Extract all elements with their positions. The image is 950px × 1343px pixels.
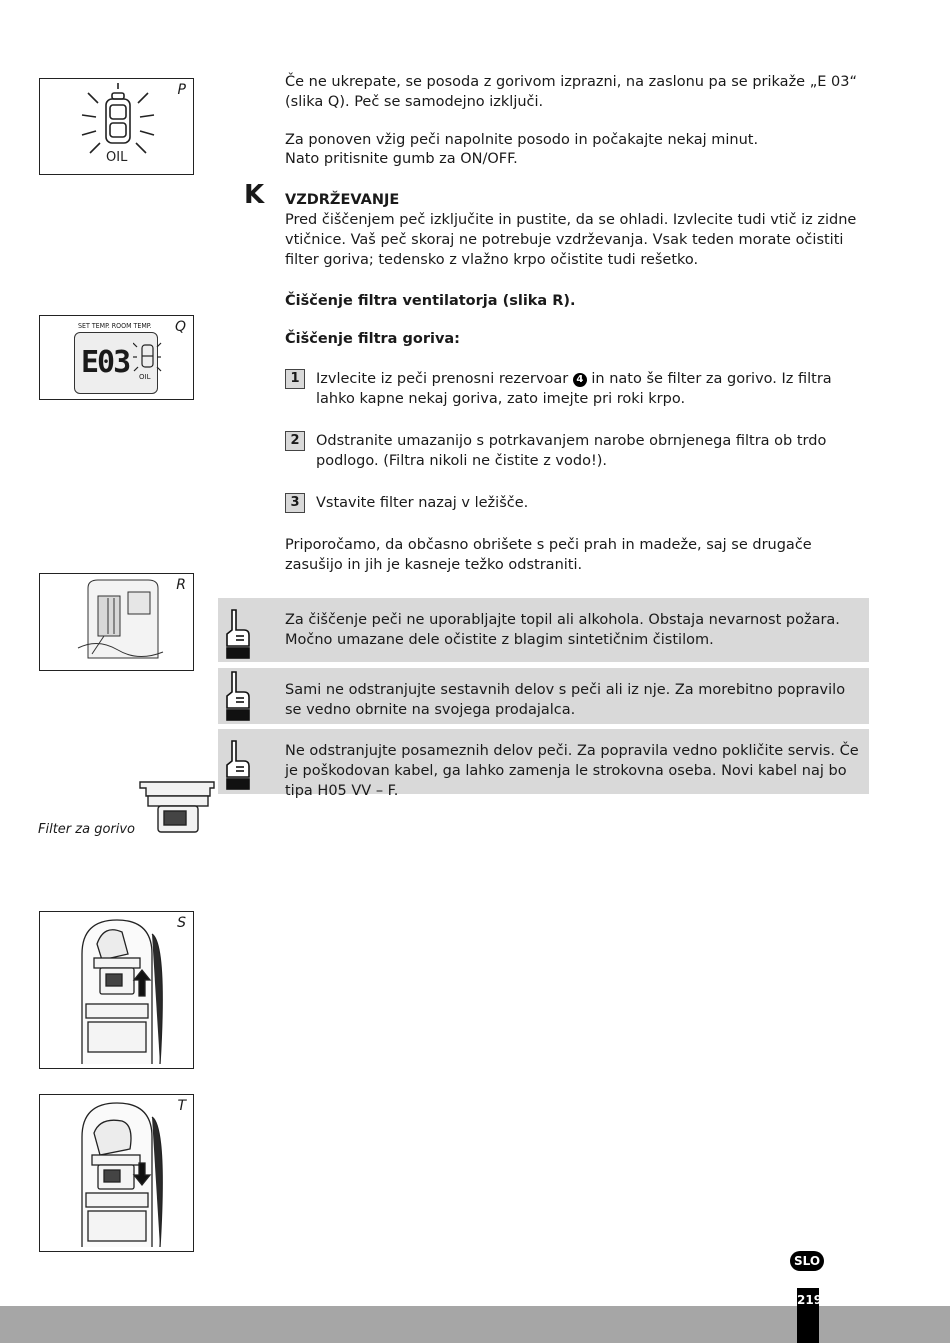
fuel-tank-warning-icon [58,81,178,173]
figure-r [39,573,194,671]
figure-label: T [177,1098,186,1114]
filter-insertion-illustration [42,1097,192,1251]
filter-caption: Filter za gorivo [38,822,136,837]
subheading-fan-filter: Čiščenje filtra ventilatorja (slika R). [285,293,576,309]
fuel-tank-warning-icon [133,337,163,393]
warning-text: Za čiščenje peči ne uporabljajte topil ali alkohola. Obstaja nevarnost požara. Močno umazane dele očistite z blagim sintetičnim čistilom. [285,612,840,648]
step-text: Odstranite umazanijo s potrkavanjem narobe obrnjenega filtra ob trdo podlogo. (Filtra nikoli ne čistite z vodo!). [316,433,827,469]
warning-box [218,729,869,799]
warning-text: Ne odstranjujte posameznih delov peči. Za popravila vedno pokličite servis. Če je poškodovan kabel, ga lahko zamenja le strokovna oseba. Novi kabel naj bo tipa H05 VV – F. [285,743,859,799]
step-number: 1 [285,369,305,389]
step-number: 3 [285,493,305,513]
figure-label: R [176,577,186,593]
figure-p [39,78,194,175]
fuel-filter-illustration [138,776,218,836]
step-number: 2 [285,431,305,451]
section-letter: K [244,180,265,210]
warning-box [218,668,869,724]
step-text-part: Izvlecite iz peči prenosni rezervoar [316,371,573,387]
filter-removal-illustration [42,914,192,1068]
step-text-part: in nato še filter za gorivo. Iz filtra lahko kapne nekaj goriva, zato imejte pri roki krpo. [316,371,832,407]
section-body: Pred čiščenjem peč izključite in pustite, da se ohladi. Izvlecite tudi vtič iz zidne vtičnice. Vaš peč skoraj ne potrebuje vzdrževanja. Vsak teden morate očistiti filter goriva; tedensko z vlažno krpo očistite tudi rešetko. [285,212,857,268]
intro-paragraph-2-line-1: Za ponoven vžig peči napolnite posodo in počakajte nekaj minut. [285,132,759,148]
intro-paragraph-1: Če ne ukrepate, se posoda z gorivom izprazni, na zaslonu pa se prikaže „E 03“ (slika Q). Peč se samodejno izključi. [285,74,857,110]
figure-label: P [177,82,186,98]
lcd-display [74,332,158,394]
step-text: Vstavite filter nazaj v ležišče. [316,495,529,511]
intro-paragraph-2-line-2: Nato pritisnite gumb za ON/OFF. [285,151,518,167]
subheading-fuel-filter: Čiščenje filtra goriva: [285,331,460,347]
step-text [316,369,872,409]
display-header-text: SET TEMP. ROOM TEMP. [78,322,152,330]
language-badge: SLO [790,1251,824,1271]
page-number: 219 [797,1288,819,1343]
heater-back-illustration [68,578,188,668]
figure-s [39,911,194,1069]
figure-q [39,315,194,400]
warning-box [218,598,869,662]
section-heading: VZDRŽEVANJE [285,192,400,208]
pointing-hand-icon [222,608,252,660]
recommendation-paragraph: Priporočamo, da občasno obrišete s peči prah in madeže, saj se drugače zasušijo in jih je kasneje težko odstraniti. [285,537,812,573]
warning-text: Sami ne odstranjujte sestavnih delov s peči ali iz nje. Za morebitno popravilo se vedno obrnite na svojega prodajalca. [285,682,846,718]
error-code-display: E03 [81,345,130,380]
circled-number: 4 [573,373,587,387]
oil-text: OIL [106,150,128,165]
pointing-hand-icon [222,739,252,791]
pointing-hand-icon [222,670,252,722]
figure-label: Q [174,319,186,335]
oil-text: OIL [139,373,151,381]
figure-label: S [177,915,186,931]
figure-t [39,1094,194,1252]
